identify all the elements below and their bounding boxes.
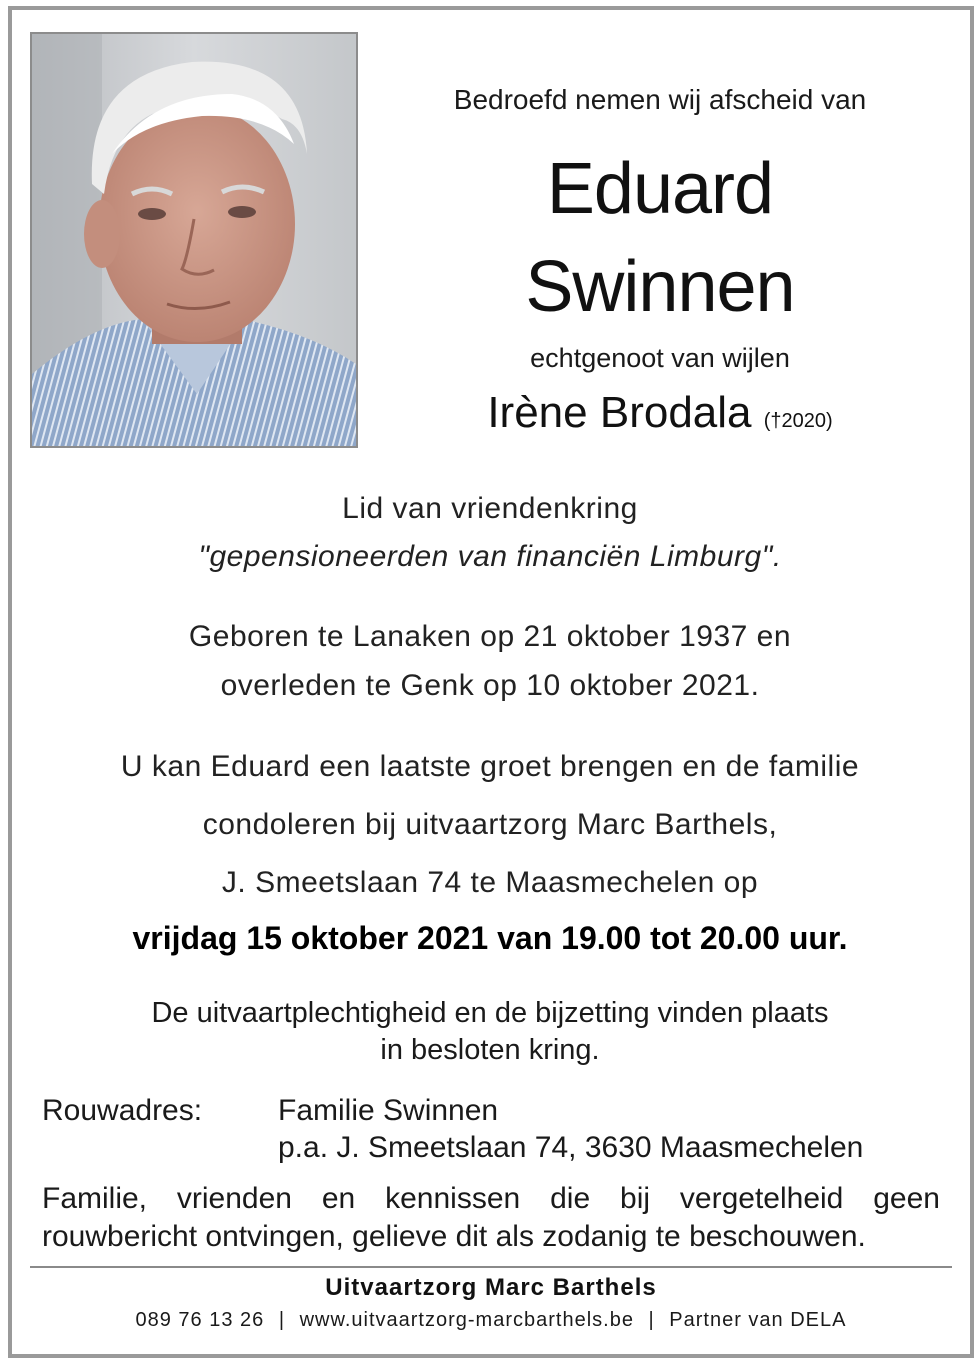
visitation-time: vrijdag 15 oktober 2021 van 19.00 tot 20.00 uur. bbox=[132, 920, 848, 956]
club-line-1: Lid van vriendenkring bbox=[342, 492, 638, 525]
address-line-2: p.a. J. Smeetslaan 74, 3630 Maasmechelen bbox=[278, 1131, 864, 1164]
address-line-1: Familie Swinnen bbox=[278, 1094, 499, 1127]
note-line-2: rouwbericht ontvingen, gelieve dit als zodanig te beschouwen. bbox=[42, 1220, 866, 1253]
deceased-first-name: Eduard bbox=[546, 149, 774, 229]
footer-phone: 089 76 13 26 bbox=[135, 1309, 265, 1331]
service-line-2: in besloten kring. bbox=[380, 1034, 600, 1066]
footer-separator: | bbox=[278, 1309, 286, 1331]
service-line-1: De uitvaartplechtigheid en de bijzetting vinden plaats bbox=[151, 997, 829, 1029]
footer-contact bbox=[30, 1309, 952, 1332]
footer-separator: | bbox=[648, 1309, 655, 1331]
death-line: overleden te Genk op 10 oktober 2021. bbox=[220, 669, 760, 702]
footer-website[interactable]: www.uitvaartzorg-marcbarthels.be bbox=[299, 1309, 634, 1331]
visitation-line-2: condoleren bij uitvaartzorg Marc Barthels, bbox=[202, 808, 778, 841]
birth-line: Geboren te Lanaken op 21 oktober 1937 en bbox=[188, 620, 792, 653]
footer-divider bbox=[30, 1266, 952, 1268]
footer-company: Uitvaartzorg Marc Barthels bbox=[325, 1274, 657, 1301]
club-line-2: "gepensioneerden van financiën Limburg". bbox=[198, 540, 782, 573]
footer-partner: Partner van DELA bbox=[669, 1309, 847, 1331]
spouse-name: Irène Brodala bbox=[487, 388, 752, 437]
address-label: Rouwadres: bbox=[42, 1094, 203, 1127]
deceased-last-name: Swinnen bbox=[525, 247, 795, 327]
note-line-1: Familie, vrienden en kennissen die bij vergetelheid geen bbox=[42, 1182, 940, 1215]
spouse-death-year: (†2020) bbox=[763, 410, 833, 432]
spouse-label: echtgenoot van wijlen bbox=[530, 343, 790, 373]
visitation-line-1: U kan Eduard een laatste groet brengen en de familie bbox=[120, 750, 860, 783]
visitation-line-3: J. Smeetslaan 74 te Maasmechelen op bbox=[221, 866, 759, 899]
portrait-photo bbox=[30, 32, 358, 448]
spouse-line bbox=[380, 388, 940, 438]
intro-text: Bedroefd nemen wij afscheid van bbox=[453, 84, 867, 115]
